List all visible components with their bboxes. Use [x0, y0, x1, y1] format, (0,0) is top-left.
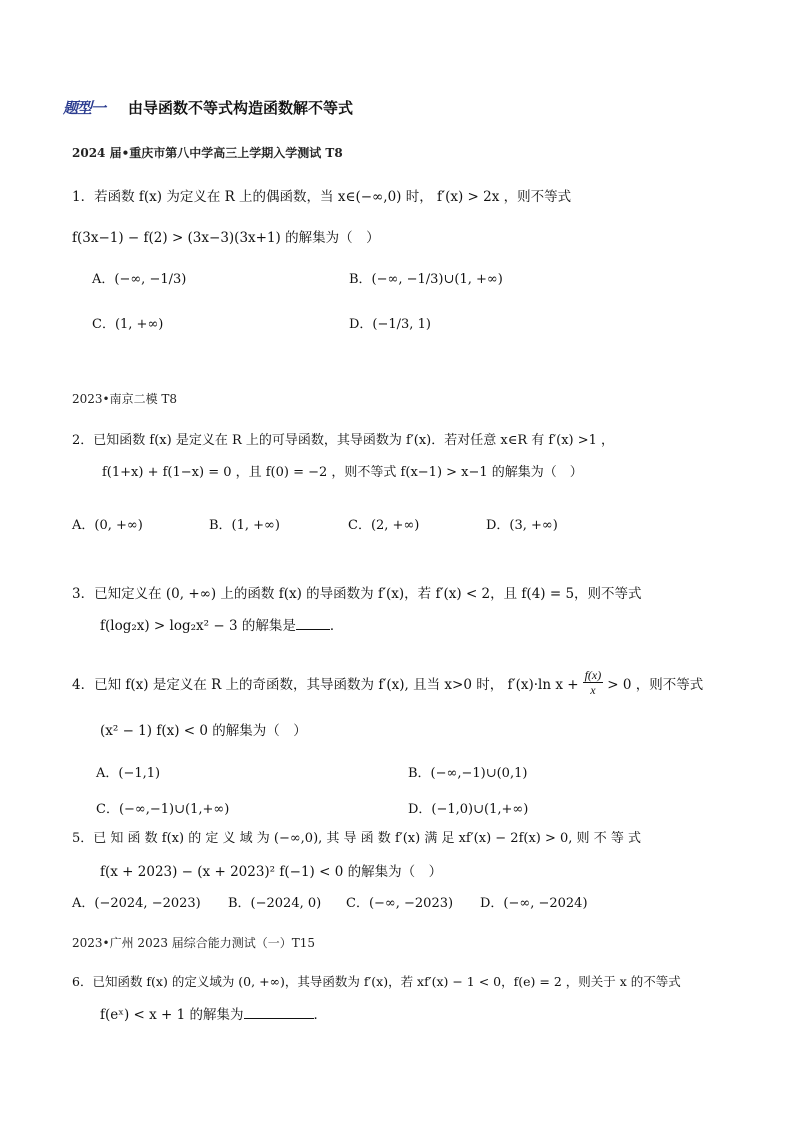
problem-5-option-b[interactable]: B．(−2024, 0): [228, 896, 322, 911]
problem-5-option-a[interactable]: A．(−2024, −2023): [72, 896, 201, 911]
problem-1-option-c[interactable]: C．(1, +∞): [92, 317, 164, 332]
problem-1-option-a[interactable]: A．(−∞, −1/3): [92, 272, 187, 287]
section-title: 由导函数不等式构造函数解不等式: [128, 99, 354, 117]
problem-2-option-a[interactable]: A．(0, +∞): [72, 518, 143, 533]
problem-1-line2: f(3x−1) − f(2) > (3x−3)(3x+1) 的解集为（ ）: [72, 230, 380, 246]
problem-4-line2: (x² − 1) f(x) < 0 的解集为（ ）: [100, 723, 307, 739]
problem-4-option-d[interactable]: D．(−1,0)∪(1,+∞): [408, 802, 529, 817]
problem-4-option-c[interactable]: C．(−∞,−1)∪(1,+∞): [96, 802, 230, 817]
problem-5-line2: f(x + 2023) − (x + 2023)² f(−1) < 0 的解集为（ ）: [100, 864, 443, 880]
problem-3-line2: f(log₂x) > log₂x² − 3 的解集是: [100, 618, 296, 634]
problem-1-option-b[interactable]: B．(−∞, −1/3)∪(1, +∞): [349, 272, 503, 287]
problem-2-source: 2023•南京二模 T8: [72, 392, 178, 406]
problem-5-option-d[interactable]: D．(−∞, −2024): [480, 896, 588, 911]
problem-4-fraction: $\frac{f(x)}{x}$: [584, 668, 602, 697]
problem-4-line1a: 4．已知 f(x) 是定义在 R 上的奇函数，其导函数为 f′(x), 且当 x>0 时， f′(x)·ln x +: [72, 676, 579, 693]
problem-6-answer-blank[interactable]: [244, 1018, 314, 1019]
problem-6-line1: 6．已知函数 f(x) 的定义域为 (0, +∞)，其导函数为 f′(x)，若 xf′(x) − 1 < 0，f(e) = 2 ，则关于 x 的不等式: [72, 974, 681, 989]
problem-6-source: 2023•广州 2023 届综合能力测试（一）T15: [72, 936, 316, 950]
problem-3-answer-blank[interactable]: [296, 629, 330, 630]
problem-1-option-d[interactable]: D．(−1/3, 1): [349, 317, 431, 332]
problem-2-option-c[interactable]: C．(2, +∞): [348, 518, 420, 533]
problem-3-line1: 3．已知定义在 (0, +∞) 上的函数 f(x) 的导函数为 f′(x)，若 f′(x) < 2，且 f(4) = 5，则不等式: [72, 586, 642, 602]
problem-2-line2: f(1+x) + f(1−x) = 0 ，且 f(0) = −2 ，则不等式 f(x−1) > x−1 的解集为（ ）: [102, 465, 583, 480]
section-badge: 题型一: [63, 99, 106, 117]
problem-5-line1: 5．已 知 函 数 f(x) 的 定 义 域 为 (−∞,0), 其 导 函 数 f′(x) 满 足 xf′(x) − 2f(x) > 0, 则 不 等 式: [72, 831, 641, 846]
problem-1-line1: 1．若函数 f(x) 为定义在 R 上的偶函数，当 x∈(−∞,0) 时， f′(x) > 2x ，则不等式: [72, 189, 572, 205]
problem-4-option-a[interactable]: A．(−1,1): [96, 766, 161, 781]
problem-4-option-b[interactable]: B．(−∞,−1)∪(0,1): [408, 766, 528, 781]
problem-4-line1b: > 0 ，则不等式: [607, 676, 704, 693]
problem-2-option-b[interactable]: B．(1, +∞): [209, 518, 280, 533]
problem-6-line2: f(eˣ) < x + 1 的解集为: [100, 1007, 244, 1023]
problem-2-option-d[interactable]: D．(3, +∞): [486, 518, 558, 533]
problem-2-line1: 2．已知函数 f(x) 是定义在 R 上的可导函数，其导函数为 f′(x)．若对任意 x∈R 有 f′(x) >1 ，: [72, 433, 615, 448]
problem-3-line2-end: ．: [329, 618, 344, 634]
problem-1-source: 2024 届•重庆市第八中学高三上学期入学测试 T8: [72, 146, 343, 160]
problem-5-option-c[interactable]: C．(−∞, −2023): [346, 896, 454, 911]
problem-6-line2-end: ．: [313, 1007, 328, 1023]
